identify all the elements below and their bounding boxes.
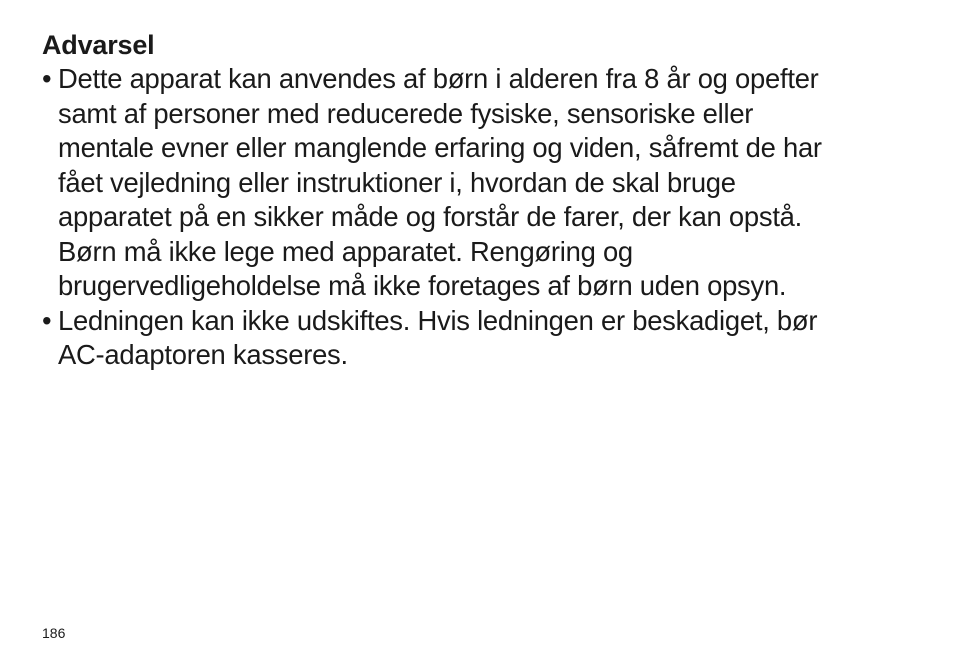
bullet-icon: • [42, 304, 52, 336]
warning-text-line: apparatet på en sikker måde og forstår de farer, der kan opstå. [58, 201, 803, 232]
warning-text-line: brugervedligeholdelse må ikke foretages af børn uden opsyn. [58, 270, 787, 301]
warning-item-children [42, 62, 922, 304]
warning-item-cord [42, 304, 922, 373]
bullet-icon: • [42, 63, 52, 94]
warning-text-line: Dette apparat kan anvendes af børn i alderen fra 8 år og opefter [58, 63, 819, 94]
warning-text-line: Ledningen kan ikke udskiftes. Hvis ledningen er beskadiget, bør [58, 304, 818, 336]
warning-text-line: Børn må ikke lege med apparatet. Rengøring og [58, 235, 633, 267]
warning-text-line: AC-adaptoren kasseres. [58, 339, 348, 370]
warning-text-line: fået vejledning eller instruktioner i, hvordan de skal bruge [58, 166, 736, 198]
warning-list [42, 62, 922, 373]
page-number: 186 [42, 625, 66, 641]
warning-heading: Advarsel [42, 30, 155, 60]
warning-text-line: mentale evner eller manglende erfaring og viden, såfremt de har [58, 132, 822, 163]
warning-text-line: samt af personer med reducerede fysiske, sensoriske eller [58, 97, 754, 129]
